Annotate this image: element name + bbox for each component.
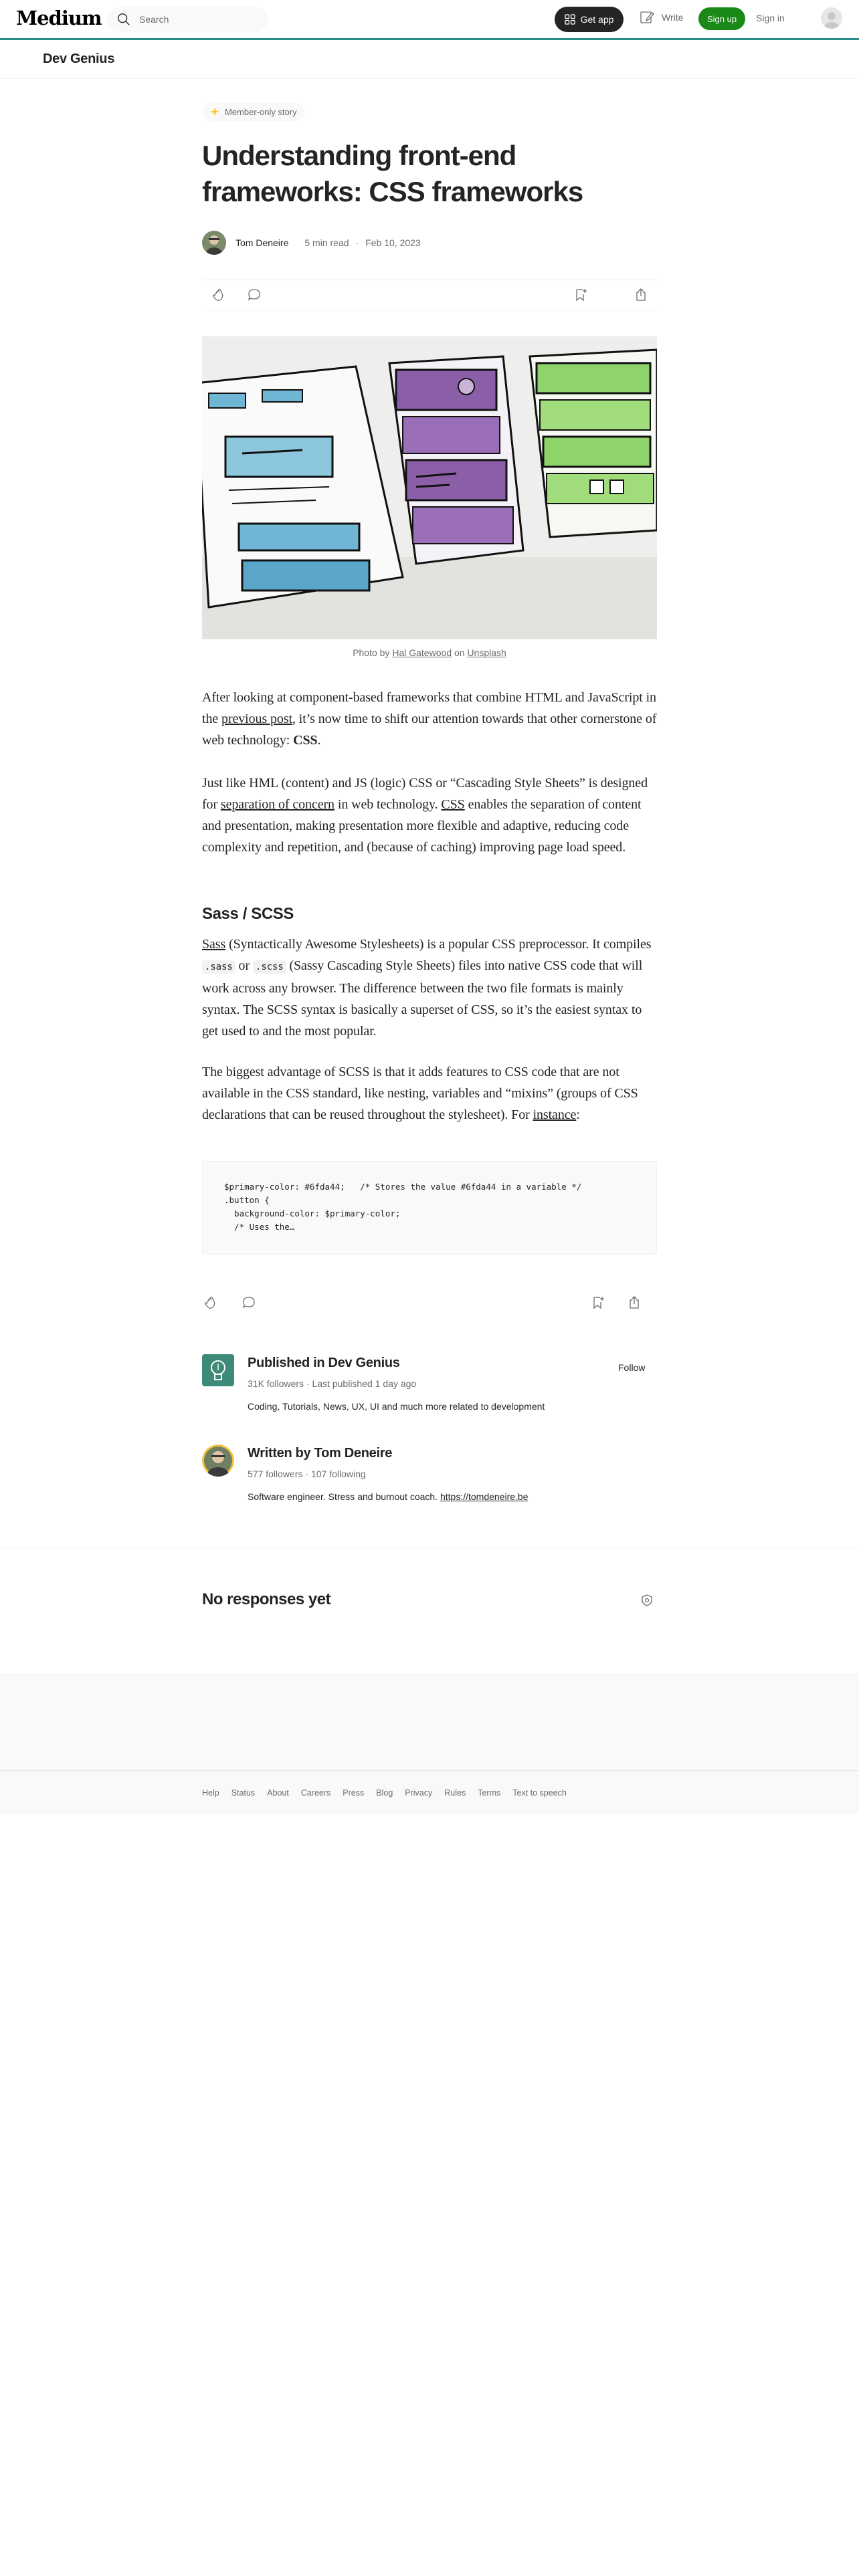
author-card <box>202 1444 657 1502</box>
author-description <box>248 1491 529 1502</box>
paragraph-3 <box>202 934 657 1042</box>
p2-text-b: in web technology. <box>334 797 442 812</box>
published-in-title[interactable]: Published in Dev Genius <box>248 1356 400 1370</box>
publication-description: Coding, Tutorials, News, UX, UI and much more related to development <box>248 1401 545 1412</box>
share-icon[interactable] <box>626 1295 642 1311</box>
separation-of-concern-link[interactable]: separation of concern <box>220 797 335 812</box>
clap-icon <box>202 1295 218 1311</box>
code-block: $primary-color: #6fda44; /* Stores the value #6fda44 in a variable */ .button { background-color: $primary-color; /* Uses the… <box>202 1161 657 1255</box>
share-icon[interactable] <box>633 287 649 303</box>
article-title: Understanding front-end frameworks: CSS frameworks <box>202 140 583 207</box>
publication-logo[interactable] <box>202 1354 234 1386</box>
write-label: Write <box>662 12 684 23</box>
sass-link[interactable]: Sass <box>202 937 226 952</box>
caption-prefix: Photo by <box>353 647 393 658</box>
bottom-action-bar <box>202 1289 657 1316</box>
get-app-label: Get app <box>580 14 614 25</box>
footer-link-help[interactable]: Help <box>202 1788 219 1798</box>
instance-link[interactable]: instance <box>533 1107 577 1122</box>
sign-up-button[interactable]: Sign up <box>698 7 745 30</box>
footer-links <box>202 1788 567 1798</box>
written-by-title[interactable]: Written by Tom Deneire <box>248 1446 393 1461</box>
previous-post-link[interactable]: previous post <box>221 712 292 726</box>
member-badge-row <box>202 102 657 121</box>
author-website-link[interactable]: https://tomdeneire.be <box>440 1491 529 1502</box>
top-nav <box>0 0 859 38</box>
p3-text-c: (Sassy Cascading Style Sheets) files into native CSS code that will work across any browser. The difference between the two file formats is mainly syntax. The SCSS syntax is basically a superset of CSS, so it’s the easiest syntax to get used to and the most popular. <box>202 958 643 1039</box>
separator-dot: · <box>355 237 359 248</box>
member-only-badge <box>202 103 305 121</box>
author-photo-icon <box>202 1444 234 1477</box>
get-app-button[interactable] <box>555 7 624 32</box>
sass-extension-code: .sass <box>202 960 235 974</box>
hero-image <box>202 336 657 639</box>
clap-icon <box>210 287 226 303</box>
p4-text-b: : <box>576 1107 580 1122</box>
last-published: Last published 1 day ago <box>312 1378 417 1389</box>
user-icon <box>821 7 842 29</box>
publication-card <box>202 1354 657 1412</box>
footer-link-careers[interactable]: Careers <box>300 1788 331 1798</box>
p1-text-c: . <box>317 733 321 748</box>
author-card-avatar[interactable] <box>202 1444 234 1477</box>
sign-in-link[interactable]: Sign in <box>756 13 785 23</box>
author-meta: 577 followers · 107 following <box>248 1469 366 1479</box>
bookmark-icon[interactable] <box>573 287 589 303</box>
author-avatar[interactable] <box>202 231 226 255</box>
p3-text-b: or <box>235 958 253 973</box>
footer-link-rules[interactable]: Rules <box>444 1788 466 1798</box>
scss-extension-code: .scss <box>253 960 286 974</box>
paragraph-4 <box>202 1061 657 1125</box>
author-bio: Software engineer. Stress and burnout coach. <box>248 1491 440 1502</box>
star-icon <box>210 107 219 116</box>
publication-followers[interactable]: 31K followers <box>248 1378 304 1389</box>
p2-text-c: enables the separation of content and presentation, making presentation more flexible and adaptive, reducing code complexity and repetition, and (because of caching) improving page load speed. <box>202 797 642 855</box>
grid-icon <box>565 14 575 25</box>
publication-name[interactable]: Dev Genius <box>43 51 115 66</box>
p4-text-a: The biggest advantage of SCSS is that it adds features to CSS code that are not available in the CSS standard, like nesting, variables and “mixins” (groups of CSS declarations that can be reused throughout the stylesheet). For <box>202 1065 638 1122</box>
footer-divider <box>0 1770 859 1771</box>
p2-text-a: Just like HML (content) and JS (logic) CSS or “Cascading Style Sheets” is designed for <box>202 776 648 812</box>
responses-heading: No responses yet <box>202 1590 331 1608</box>
publication-bar <box>0 40 859 79</box>
follow-button[interactable]: Follow <box>618 1362 646 1373</box>
p1-text-a: After looking at component-based frameworks that combine HTML and JavaScript in the <box>202 690 656 726</box>
footer-link-blog[interactable]: Blog <box>376 1788 393 1798</box>
clap-button[interactable] <box>210 287 229 303</box>
footer-link-status[interactable]: Status <box>231 1788 256 1798</box>
footer-link-text-to-speech[interactable]: Text to speech <box>512 1788 567 1798</box>
byline <box>202 229 657 256</box>
article-action-bar <box>202 280 657 310</box>
comment-icon[interactable] <box>241 1295 257 1311</box>
member-badge-label: Member-only story <box>225 106 297 117</box>
section-divider <box>0 1547 859 1548</box>
search-icon <box>116 12 131 27</box>
paragraph-2 <box>202 772 657 858</box>
clap-button-bottom[interactable] <box>202 1295 221 1311</box>
comment-icon[interactable] <box>246 287 262 303</box>
author-name[interactable]: Tom Deneire <box>235 237 289 248</box>
css-link[interactable]: CSS <box>441 797 465 812</box>
author-followers[interactable]: 577 followers <box>248 1469 303 1479</box>
write-button[interactable] <box>639 9 683 25</box>
unsplash-link[interactable]: Unsplash <box>467 647 506 658</box>
p3-text-a: (Syntactically Awesome Stylesheets) is a popular CSS preprocessor. It compiles <box>225 937 652 952</box>
publish-date: Feb 10, 2023 <box>365 237 421 248</box>
shield-icon[interactable] <box>640 1594 654 1607</box>
p1-text-b: , it’s now time to shift our attention towards that other cornerstone of web technology: <box>202 712 657 748</box>
caption-middle: on <box>452 647 468 658</box>
footer-link-terms[interactable]: Terms <box>478 1788 501 1798</box>
photographer-link[interactable]: Hal Gatewood <box>392 647 452 658</box>
write-icon <box>639 9 655 25</box>
wireframe-sketch-image <box>202 336 657 639</box>
image-caption <box>202 647 657 658</box>
author-following[interactable]: 107 following <box>310 1469 366 1479</box>
p1-bold: CSS <box>293 733 318 748</box>
bookmark-icon[interactable] <box>590 1295 606 1311</box>
section-heading: Sass / SCSS <box>202 905 294 923</box>
medium-logo[interactable]: Medium <box>16 7 102 29</box>
search-placeholder: Search <box>139 14 169 25</box>
footer-link-press[interactable]: Press <box>343 1788 365 1798</box>
read-time: 5 min read <box>304 237 349 248</box>
publication-meta: 31K followers · Last published 1 day ago <box>248 1378 417 1389</box>
footer-link-about[interactable]: About <box>267 1788 289 1798</box>
author-photo-icon <box>202 231 226 255</box>
lightbulb-icon <box>202 1354 234 1386</box>
footer-link-privacy[interactable]: Privacy <box>405 1788 433 1798</box>
paragraph-1 <box>202 687 657 751</box>
search-input[interactable] <box>107 7 268 32</box>
user-avatar[interactable] <box>821 7 842 29</box>
